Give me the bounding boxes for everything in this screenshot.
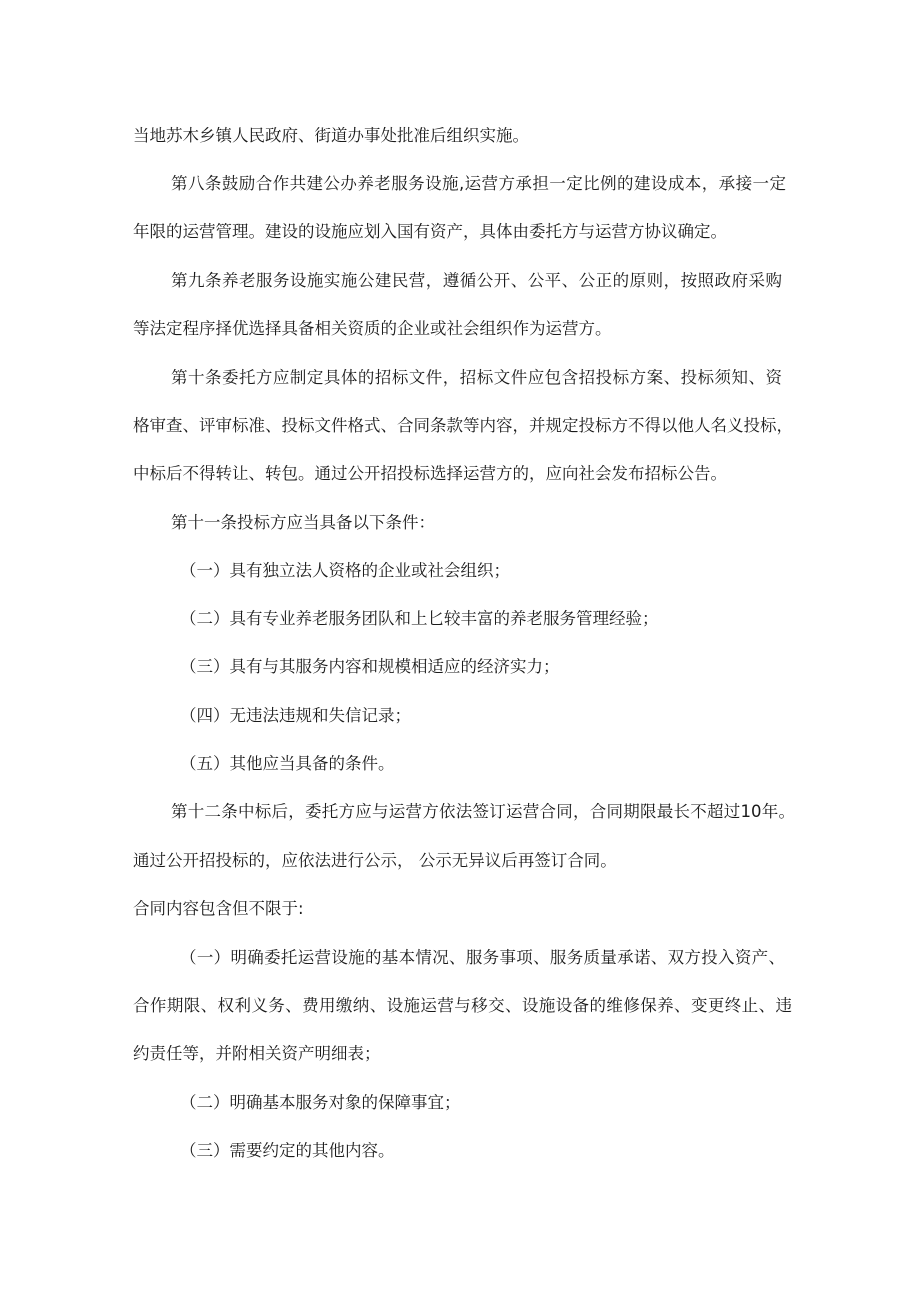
list-item: （三）需要约定的其他内容。 [180,1141,395,1160]
list-item: （四）无违法违规和失信记录； [180,706,411,725]
article-12-line: 第十二条中标后，委托方应与运营方依法签订运营合同，合同期限最长不超过10年。 [171,802,795,821]
list-item: （一）明确委托运营设施的基本情况、服务事项、服务质量承诺、双方投入资产、 [180,948,785,967]
paragraph-line: 通过公开招投标的，应依法进行公示， 公示无异议后再签订合同。 [133,851,617,870]
list-item: （五）其他应当具备的条件。 [180,754,395,773]
paragraph-line: 格审查、评审标准、投标文件格式、合同条款等内容，并规定投标方不得以他人名义投标， [133,416,793,435]
paragraph-line: 合同内容包含但不限于: [133,899,304,918]
paragraph-line: 当地苏木乡镇人民政府、街道办事处批准后组织实施。 [133,126,529,145]
paragraph-line: 中标后不得转让、转包。通过公开招投标选择运营方的，应向社会发布招标公告。 [133,464,727,483]
list-item: （三）具有与其服务内容和规模相适应的经济实力； [180,657,560,676]
list-item: （二）明确基本服务对象的保障事宜； [180,1093,461,1112]
article-11-line: 第十一条投标方应当具备以下条件： [171,513,435,532]
list-item: （一）具有独立法人资格的企业或社会组织； [180,561,510,580]
article-9-line: 第九条养老服务设施实施公建民营，遵循公开、公平、公正的原则，按照政府采购 [171,271,782,290]
article-10-line: 第十条委托方应制定具体的招标文件，招标文件应包含招投标方案、投标须知、资 [171,368,782,387]
list-item: （二）具有专业养老服务团队和上匕较丰富的养老服务管理经验； [180,609,659,628]
paragraph-line: 合作期限、权利义务、费用缴纳、设施运营与移交、设施设备的维修保养、变更终止、违 [133,996,792,1015]
article-8-line: 第八条鼓励合作共建公办养老服务设施,运营方承担一定比例的建设成本，承接一定 [171,174,786,193]
paragraph-line: 等法定程序择优选择具备相关资质的企业或社会组织作为运营方。 [133,319,612,338]
paragraph-line: 约责任等，并附相关资产明细表； [133,1044,381,1063]
paragraph-line: 年限的运营管理。建设的设施应划入国有资产，具体由委托方与运营方协议确定。 [133,222,727,241]
